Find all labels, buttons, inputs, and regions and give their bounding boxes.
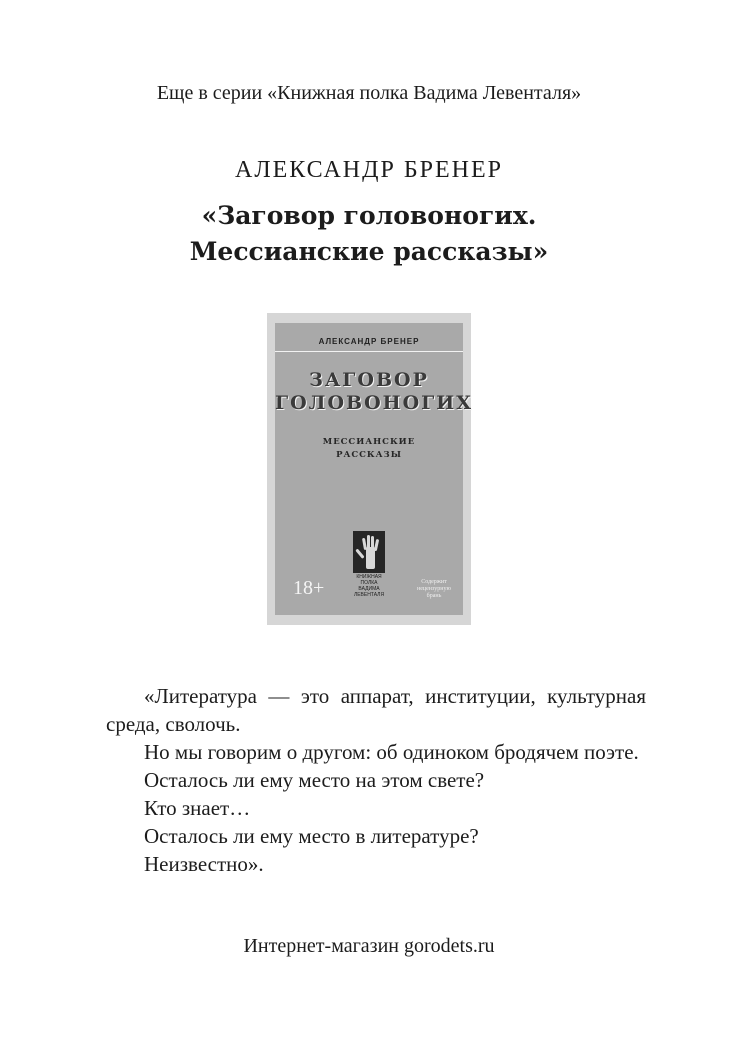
book-cover xyxy=(267,313,471,625)
quote-paragraph: Неизвестно». xyxy=(144,852,264,876)
cover-warning-line-1: Содержит xyxy=(421,579,447,585)
cover-title xyxy=(275,369,473,415)
quote-paragraph: Но мы говорим о другом: об одиноком бродячем поэте. xyxy=(144,740,639,764)
cover-warning-line-2: нецензурную xyxy=(417,586,451,592)
cover-series-logo-text xyxy=(333,574,405,598)
quote-paragraph: «Литература — это аппарат, институции, культурная среда, сволочь. xyxy=(106,684,646,736)
cover-subtitle xyxy=(275,436,463,462)
cover-age-rating: 18+ xyxy=(293,577,325,599)
cover-logo-text-line-4: ЛЕВЕНТАЛЯ xyxy=(353,592,385,598)
store-link: Интернет-магазин gorodets.ru xyxy=(243,935,495,957)
book-cover-panel xyxy=(275,323,473,615)
book-title: «Заговор головоногих. Мессианские рассказы» xyxy=(189,201,549,266)
book-description-quote xyxy=(106,682,646,878)
quote-paragraph: Осталось ли ему место в литературе? xyxy=(144,824,479,848)
book-author: АЛЕКСАНДР БРЕНЕР xyxy=(234,157,503,183)
cover-logo-text-line-1: КНИЖНАЯ xyxy=(356,574,382,580)
quote-paragraph: Осталось ли ему место на этом свете? xyxy=(144,768,485,792)
cover-subtitle-line-1: МЕССИАНСКИЕ xyxy=(322,437,416,447)
cover-logo-text-line-2: ПОЛКА xyxy=(360,580,378,586)
series-line: Еще в серии «Книжная полка Вадима Левенталя» xyxy=(156,82,582,104)
cover-author: АЛЕКСАНДР БРЕНЕР xyxy=(318,337,420,346)
cover-content-warning xyxy=(411,579,457,600)
cover-divider xyxy=(275,351,463,352)
quote-paragraph: Кто знает… xyxy=(144,796,251,820)
cover-subtitle-line-2: РАССКАЗЫ xyxy=(336,450,402,460)
cover-title-line-1: ЗАГОВОР xyxy=(309,369,429,391)
cover-title-line-2: ГОЛОВОНОГИХ xyxy=(275,392,473,414)
cover-logo-text-line-3: ВАДИМА xyxy=(358,586,380,592)
cover-warning-line-3: брань xyxy=(426,593,442,599)
hand-icon xyxy=(353,531,385,573)
